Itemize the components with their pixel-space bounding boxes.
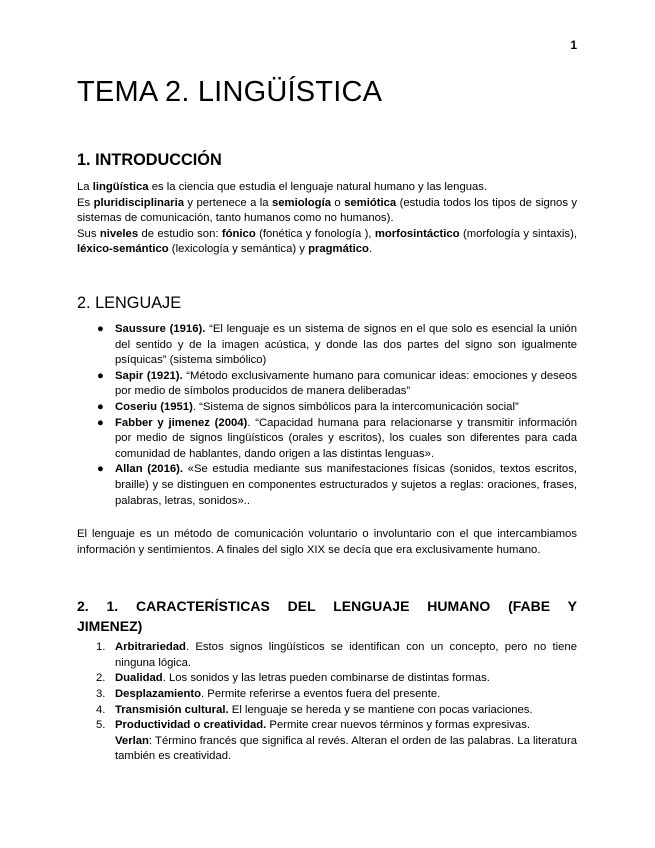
bullet-icon: ● bbox=[97, 416, 104, 429]
list-item: ● Allan (2016). «Se estudia mediante sus manifestaciones físicas (sonidos, textos escritos, braille) y se distinguen en componentes estructurados y sujetos a reglas: oraciones, frases, palabras, letras, sonidos».. bbox=[97, 463, 577, 507]
list-item: ● Coseriu (1951). “Sistema de signos simbólicos para la intercomunicación social” bbox=[115, 400, 577, 416]
list-number: 1. bbox=[96, 641, 106, 654]
section-heading-lenguaje: 2. LENGUAJE bbox=[77, 293, 182, 312]
section-heading-introduccion: 1. INTRODUCCIÓN bbox=[77, 151, 222, 169]
bullet-icon: ● bbox=[97, 369, 104, 382]
page-number: 1 bbox=[570, 38, 577, 52]
list-item: 3. Desplazamiento. Permite referirse a eventos fuera del presente. bbox=[115, 687, 577, 703]
list-item: ● Saussure (1916). “El lenguaje es un sistema de signos en el que solo es esencial la unión del sentido y de la imagen acústica, y donde las dos partes del signo son igualmente psíquicas” (sistema simbólico) bbox=[97, 322, 578, 367]
list-item: ● Sapir (1921). “Método exclusivamente humano para comunicar ideas: emociones y deseos por medio de símbolos producidos de manera deliberadas” bbox=[97, 369, 577, 398]
document-body bbox=[77, 74, 577, 765]
bullet-icon: ● bbox=[97, 322, 104, 335]
section-heading-caracteristicas: 2. 1. CARACTERÍSTICAS DEL LENGUAJE HUMANO (FABE Y JIMENEZ) bbox=[77, 598, 577, 635]
list-item: 4. Transmisión cultural. El lenguaje se hereda y se mantiene con pocas variaciones. bbox=[115, 703, 577, 719]
characteristics-list bbox=[77, 640, 577, 765]
list-number: 3. bbox=[96, 688, 106, 701]
list-item: 2. Dualidad. Los sonidos y las letras pueden combinarse de distintas formas. bbox=[115, 671, 577, 687]
intro-paragraph-definition: La lingüística es la ciencia que estudia el lenguaje natural humano y las lenguas. bbox=[77, 181, 488, 193]
list-item: 1. Arbitrariedad. Estos signos lingüísticos se identifican con un concepto, pero no tiene ninguna lógica. bbox=[96, 641, 577, 669]
intro-paragraph-levels: Sus niveles de estudio son: fónico (fonética y fonología ), morfosintáctico (morfología y sintaxis), léxico-semántico (lexicología y semántica) y pragmático. bbox=[77, 227, 577, 256]
page-title: TEMA 2. LINGÜÍSTICA bbox=[77, 76, 383, 108]
list-number: 5. bbox=[96, 719, 106, 732]
bullet-icon: ● bbox=[97, 400, 104, 413]
list-item: 5. Productividad o creatividad. Permite crear nuevos términos y formas expresivas. Verlan: Término francés que significa al revés. Alteran el orden de las palabras. La literatura también es creatividad. bbox=[96, 719, 577, 763]
definitions-list bbox=[77, 322, 577, 509]
list-item: ● Fabber y jimenez (2004). “Capacidad humana para relacionarse y transmitir información por medio de signos lingüísticos (orales y escritos), los cuales son diferentes para cada comunidad de hablantes, dando origen a las distintas lenguas». bbox=[97, 416, 577, 460]
lenguaje-summary-paragraph: El lenguaje es un método de comunicación voluntario o involuntario con el que intercambiamos información y sentimientos. A finales del siglo XIX se decía que era exclusivamente humano. bbox=[77, 528, 577, 556]
bullet-icon: ● bbox=[97, 463, 104, 476]
list-number: 4. bbox=[96, 703, 106, 716]
intro-paragraph-disciplines: Es pluridisciplinaria y pertenece a la semiología o semiótica (estudia todos los tipos de signos y sistemas de comunicación, tanto humanos como no humanos). bbox=[77, 196, 578, 225]
list-number: 2. bbox=[96, 672, 106, 685]
